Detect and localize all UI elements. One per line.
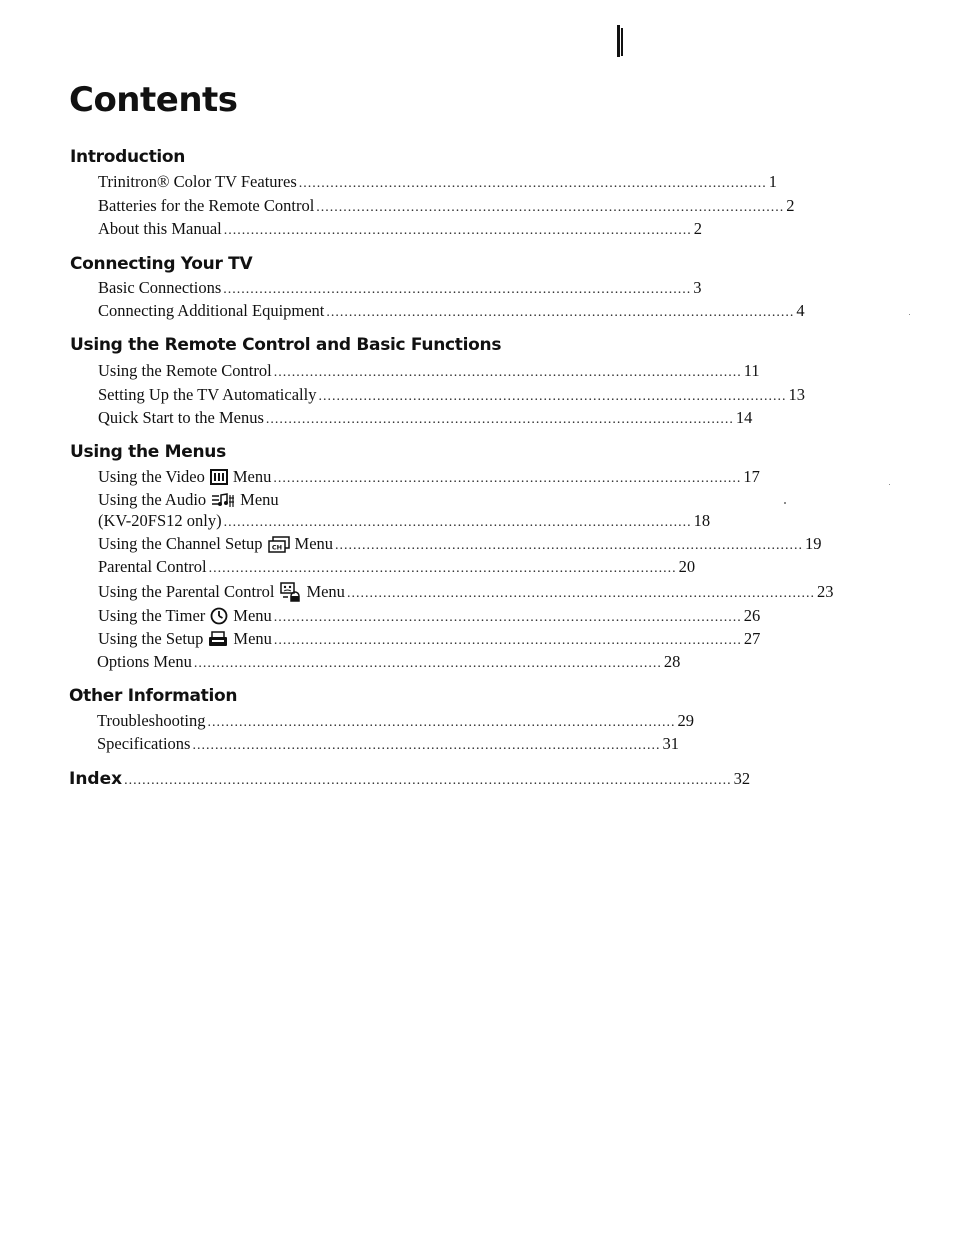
toc-entry[interactable]	[97, 733, 679, 757]
toc-entry-label: Using the Remote Control	[98, 361, 272, 380]
toc-entry[interactable]	[98, 466, 760, 490]
toc-entry[interactable]	[98, 628, 761, 652]
index-entry[interactable]	[69, 768, 751, 792]
toc-entry-page: 26	[743, 606, 761, 625]
setup-icon	[208, 631, 228, 647]
toc-entry[interactable]	[98, 360, 760, 384]
toc-entry-label-text: Menu	[233, 606, 272, 625]
toc-entry-page: 23	[816, 582, 834, 601]
speck	[909, 314, 910, 315]
dot-leader: ........................................................................................................	[273, 610, 742, 625]
toc-entry-label-text: Menu	[232, 467, 272, 486]
toc-entry-label: Specifications	[97, 734, 191, 753]
toc-entry-label-text: Using the Audio	[98, 490, 207, 509]
toc-entry-label	[98, 533, 333, 555]
toc-entry-label: Troubleshooting	[97, 711, 206, 730]
toc-entry[interactable]	[98, 556, 696, 580]
page-title: Contents	[69, 80, 238, 120]
dot-leader: ........................................................................................................	[223, 223, 692, 238]
toc-entry-label	[98, 466, 271, 488]
dot-leader: ........................................................................................................	[265, 412, 734, 427]
toc-entry-label: Connecting Additional Equipment	[98, 301, 325, 320]
index-page: 32	[733, 769, 751, 788]
toc-entry[interactable]	[98, 533, 822, 557]
toc-entry-label-text: Using the Setup	[98, 629, 204, 648]
dot-leader: ........................................................................................................	[326, 305, 795, 320]
dot-leader: ........................................................................................................	[273, 633, 742, 648]
dot-leader: ........................................................................................................	[273, 365, 742, 380]
toc-entry-label	[98, 605, 272, 627]
toc-entry-label: Parental Control	[98, 557, 207, 576]
svg-text:CH: CH	[271, 543, 282, 551]
toc-entry-label-text: Menu	[294, 534, 334, 553]
toc-entry-label: (KV-20FS12 only)	[98, 511, 222, 530]
dot-leader: ........................................................................................................	[316, 200, 785, 215]
toc-entry-label: About this Manual	[98, 219, 222, 238]
dot-leader: ........................................................................................................	[335, 538, 804, 553]
toc-entry[interactable]	[98, 489, 454, 511]
toc-entry[interactable]	[98, 407, 753, 431]
toc-entry-label-text: Using the Parental Control	[98, 582, 275, 601]
index-label: Index	[69, 769, 123, 789]
toc-entry[interactable]	[98, 605, 761, 629]
toc-entry-label: Batteries for the Remote Control	[98, 196, 315, 215]
toc-entry-label-text: Using the Timer	[98, 606, 206, 625]
toc-entry-page: 19	[805, 534, 822, 553]
speck	[784, 502, 786, 504]
toc-entry-label-text: Menu	[233, 629, 272, 648]
toc-entry-label: Setting Up the TV Automatically	[98, 385, 317, 404]
toc-entry-label	[98, 628, 272, 650]
toc-entry-page: 17	[743, 467, 760, 486]
dot-leader: ........................................................................................................	[207, 715, 676, 730]
dot-leader: ........................................................................................................	[193, 656, 662, 671]
toc-entry-label-text: Using the Channel Setup	[98, 534, 263, 553]
channel-setup-icon	[268, 536, 290, 553]
toc-entry[interactable]	[98, 300, 805, 324]
dot-leader: ........................................................................................................	[223, 515, 692, 530]
section-heading-remote: Using the Remote Control and Basic Functions	[70, 335, 502, 355]
toc-entry-label	[98, 489, 279, 511]
section-heading-introduction: Introduction	[70, 147, 186, 167]
toc-entry-page: 20	[678, 557, 696, 576]
video-menu-icon	[210, 469, 228, 485]
toc-entry-page: 3	[693, 278, 702, 297]
toc-entry-page: 27	[743, 629, 761, 648]
audio-menu-icon	[211, 492, 235, 508]
speck	[889, 484, 890, 485]
parental-control-icon	[279, 582, 301, 602]
toc-entry[interactable]	[97, 710, 694, 734]
toc-entry-page: 11	[743, 361, 760, 380]
toc-entry-label: Trinitron® Color TV Features	[98, 172, 297, 191]
toc-entry[interactable]	[98, 510, 711, 534]
toc-entry-page: 4	[796, 301, 805, 320]
toc-entry[interactable]	[98, 171, 778, 195]
section-heading-menus: Using the Menus	[70, 442, 226, 462]
toc-entry-page: 2	[693, 219, 702, 238]
toc-entry[interactable]	[98, 384, 805, 408]
toc-entry-page: 18	[693, 511, 711, 530]
dot-leader: ........................................................................................................	[273, 471, 742, 486]
section-heading-connecting: Connecting Your TV	[70, 254, 253, 274]
dot-leader: ........................................................................................................	[298, 176, 767, 191]
toc-entry-page: 28	[663, 652, 681, 671]
toc-entry-label: Quick Start to the Menus	[98, 408, 264, 427]
toc-entry[interactable]	[97, 651, 681, 675]
section-heading-other: Other Information	[69, 686, 238, 706]
dot-leader: ........................................................................................................	[346, 586, 815, 601]
toc-entry[interactable]	[98, 581, 834, 605]
toc-entry-label: Options Menu	[97, 652, 192, 671]
toc-entry-page: 2	[786, 196, 795, 215]
toc-entry-label	[98, 581, 345, 603]
toc-entry-page: 1	[768, 172, 778, 191]
dot-leader: ........................................................................................................	[318, 389, 787, 404]
scan-mark	[617, 25, 620, 57]
dot-leader: .......................................................................................................................................	[124, 773, 732, 788]
toc-entry-page: 29	[677, 711, 694, 730]
toc-entry-label: Basic Connections	[98, 278, 222, 297]
dot-leader: ........................................................................................................	[192, 738, 661, 753]
toc-entry-label-text: Using the Video	[98, 467, 205, 486]
timer-icon	[210, 607, 228, 625]
toc-entry[interactable]	[98, 218, 702, 242]
toc-entry[interactable]	[98, 195, 795, 219]
toc-entry-page: 13	[788, 385, 805, 404]
toc-entry-label-text: Menu	[240, 490, 279, 509]
scan-mark	[621, 28, 623, 56]
dot-leader: ........................................................................................................	[223, 282, 692, 297]
dot-leader: ........................................................................................................	[208, 561, 677, 576]
toc-entry-label-text: Menu	[306, 582, 345, 601]
toc-entry[interactable]	[98, 277, 702, 301]
toc-entry-page: 14	[735, 408, 753, 427]
toc-entry-page: 31	[662, 734, 679, 753]
